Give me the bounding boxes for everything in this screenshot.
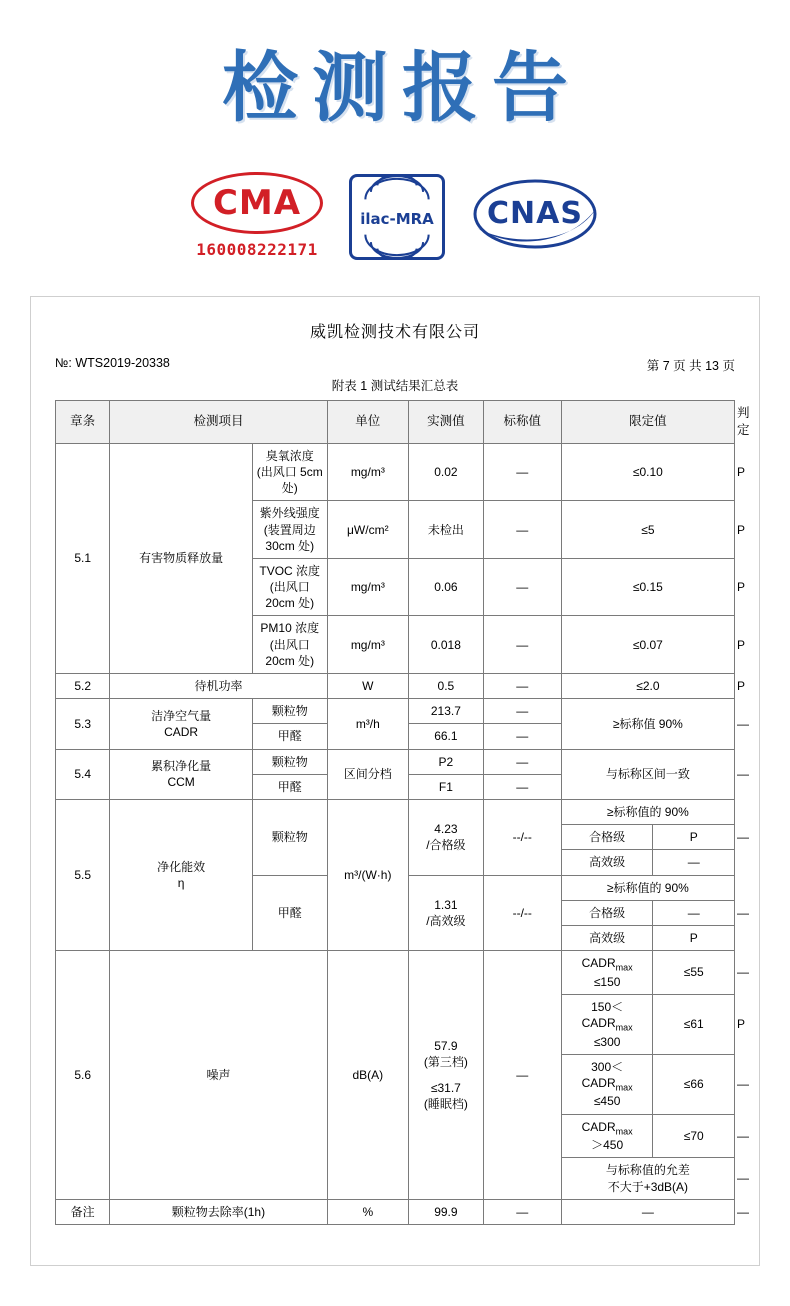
nominal-pm10: — [483,616,561,674]
clause-5-6: 5.6 [56,951,110,1200]
table-row [56,443,735,501]
table-row [56,699,735,724]
remark-item: 颗粒物去除率(1h) [110,1199,327,1224]
limit-efficiency-particle-high-value: — [653,850,734,875]
limit-efficiency-formaldehyde-qualified-value: — [653,900,734,925]
col-measured: 实测值 [409,401,484,444]
limit-efficiency-particle-high-label: 高效级 [561,850,653,875]
unit-noise: dB(A) [327,951,408,1200]
item-efficiency-particle: 颗粒物 [252,799,327,875]
unit-tvoc: mg/m³ [327,558,408,616]
item-cadr-particle: 颗粒物 [252,699,327,724]
company-name: 威凯检测技术有限公司 [309,324,480,341]
page-indicator: 第 7 页 共 13 页 [646,359,735,373]
limit-ozone: ≤0.10 [561,443,734,501]
cnas-label: CNAS [487,196,583,231]
limit-noise-cond-3: 300＜ $CADR_{max}$ ≤450 [561,1054,653,1114]
group-harmful-release: 有害物质释放量 [110,443,253,673]
limit-noise-tolerance: 与标称值的允差 不大于+3dB(A) [561,1158,734,1199]
unit-cadr: m³/h [327,699,408,749]
measured-uv: 未检出 [409,501,484,559]
limit-noise-value-1: ≤55 [653,951,734,995]
limit-noise-value-3: ≤66 [653,1054,734,1114]
nominal-tvoc: — [483,558,561,616]
group-ccm: 累积净化量 CCM [110,749,253,799]
limit-efficiency-particle-nominal: ≥标称值的 90% [561,799,734,824]
cma-label: CMA [212,183,302,223]
cnas-logo [471,172,599,252]
nominal-noise: — [483,951,561,1200]
group-efficiency: 净化能效 η [110,799,253,950]
nominal-efficiency-particle: --/-- [483,799,561,875]
measured-standby: 0.5 [409,674,484,699]
table-row [56,799,735,824]
col-item: 检测项目 [110,401,327,444]
col-nominal: 标称值 [483,401,561,444]
results-table [55,400,750,1225]
unit-ozone: mg/m³ [327,443,408,501]
nominal-standby: — [483,674,561,699]
limit-pm10: ≤0.07 [561,616,734,674]
clause-5-4: 5.4 [56,749,110,799]
measured-cadr-particle: 213.7 [409,699,484,724]
measured-efficiency-particle: 4.23 /合格级 [409,799,484,875]
limit-noise-cond-2: 150＜ $CADR_{max}$ ≤300 [561,994,653,1054]
item-noise: 噪声 [110,951,327,1200]
nominal-cadr-particle: — [483,699,561,724]
table-header-row [56,401,735,444]
group-cadr: 洁净空气量 CADR [110,699,253,749]
limit-standby: ≤2.0 [561,674,734,699]
limit-efficiency-formaldehyde-nominal: ≥标称值的 90% [561,875,734,900]
nominal-efficiency-formaldehyde: --/-- [483,875,561,951]
nominal-uv: — [483,501,561,559]
item-efficiency-formaldehyde: 甲醛 [252,875,327,951]
limit-efficiency-formaldehyde-qualified-label: 合格级 [561,900,653,925]
report-number-label: №: [55,356,72,370]
item-standby-power: 待机功率 [110,674,327,699]
measured-tvoc: 0.06 [409,558,484,616]
item-ccm-formaldehyde: 甲醛 [252,774,327,799]
clause-5-1: 5.1 [56,443,110,673]
measured-ccm-particle: P2 [409,749,484,774]
report-frame [30,296,760,1266]
table-row [56,674,735,699]
remark-unit: % [327,1199,408,1224]
cma-logo [191,172,323,259]
measured-efficiency-formaldehyde: 1.31 /高效级 [409,875,484,951]
item-pm10: PM10 浓度 (出风口 20cm 处) [252,616,327,674]
nominal-ozone: — [483,443,561,501]
nominal-cadr-formaldehyde: — [483,724,561,749]
table-row [56,1199,735,1224]
measured-cadr-formaldehyde: 66.1 [409,724,484,749]
page-title: 检测报告 [222,43,582,132]
unit-pm10: mg/m³ [327,616,408,674]
limit-cadr: ≥标称值 90% [561,699,734,749]
clause-5-2: 5.2 [56,674,110,699]
ilac-box-icon [349,174,445,260]
cma-number: 160008222171 [196,240,318,259]
unit-ccm: 区间分档 [327,749,408,799]
report-meta [55,356,735,374]
clause-5-3: 5.3 [56,699,110,749]
cma-oval-icon [191,172,323,234]
ilac-label: ilac-MRA [360,210,434,228]
nominal-ccm-particle: — [483,749,561,774]
item-uv: 紫外线强度 (装置周边 30cm 处) [252,501,327,559]
banner [0,0,790,132]
item-cadr-formaldehyde: 甲醛 [252,724,327,749]
limit-tvoc: ≤0.15 [561,558,734,616]
remark-limit: — [561,1199,734,1224]
limit-noise-cond-4: $CADR_{max}$ ＞450 [561,1114,653,1158]
measured-ozone: 0.02 [409,443,484,501]
ilac-mra-logo [349,172,445,260]
item-tvoc: TVOC 浓度 (出风口 20cm 处) [252,558,327,616]
report-number-value: WTS2019-20338 [75,356,170,370]
remark-label: 备注 [56,1199,110,1224]
unit-uv: μW/cm² [327,501,408,559]
limit-efficiency-particle-qualified-value: P [653,825,734,850]
limit-noise-value-4: ≤70 [653,1114,734,1158]
limit-noise-cond-1: $CADR_{max}$ ≤150 [561,951,653,995]
col-limit: 限定值 [561,401,734,444]
table-row [56,749,735,774]
item-ozone: 臭氧浓度 (出风口 5cm 处) [252,443,327,501]
unit-efficiency: m³/(W·h) [327,799,408,950]
limit-efficiency-formaldehyde-high-value: P [653,925,734,950]
measured-noise: 57.9 (第三档) ≤31.7 (睡眠档) [409,951,484,1200]
certification-logos [0,172,790,260]
col-clause: 章条 [56,401,110,444]
limit-efficiency-particle-qualified-label: 合格级 [561,825,653,850]
limit-noise-value-2: ≤61 [653,994,734,1054]
nominal-ccm-formaldehyde: — [483,774,561,799]
limit-ccm: 与标称区间一致 [561,749,734,799]
unit-standby: W [327,674,408,699]
clause-5-5: 5.5 [56,799,110,950]
report-number [55,356,170,370]
item-ccm-particle: 颗粒物 [252,749,327,774]
remark-nominal: — [483,1199,561,1224]
table-row [56,951,735,995]
cnas-box-icon [471,176,599,252]
limit-uv: ≤5 [561,501,734,559]
col-unit: 单位 [327,401,408,444]
table-caption: 附表 1 测试结果汇总表 [331,379,459,393]
limit-efficiency-formaldehyde-high-label: 高效级 [561,925,653,950]
measured-ccm-formaldehyde: F1 [409,774,484,799]
measured-pm10: 0.018 [409,616,484,674]
remark-measured: 99.9 [409,1199,484,1224]
